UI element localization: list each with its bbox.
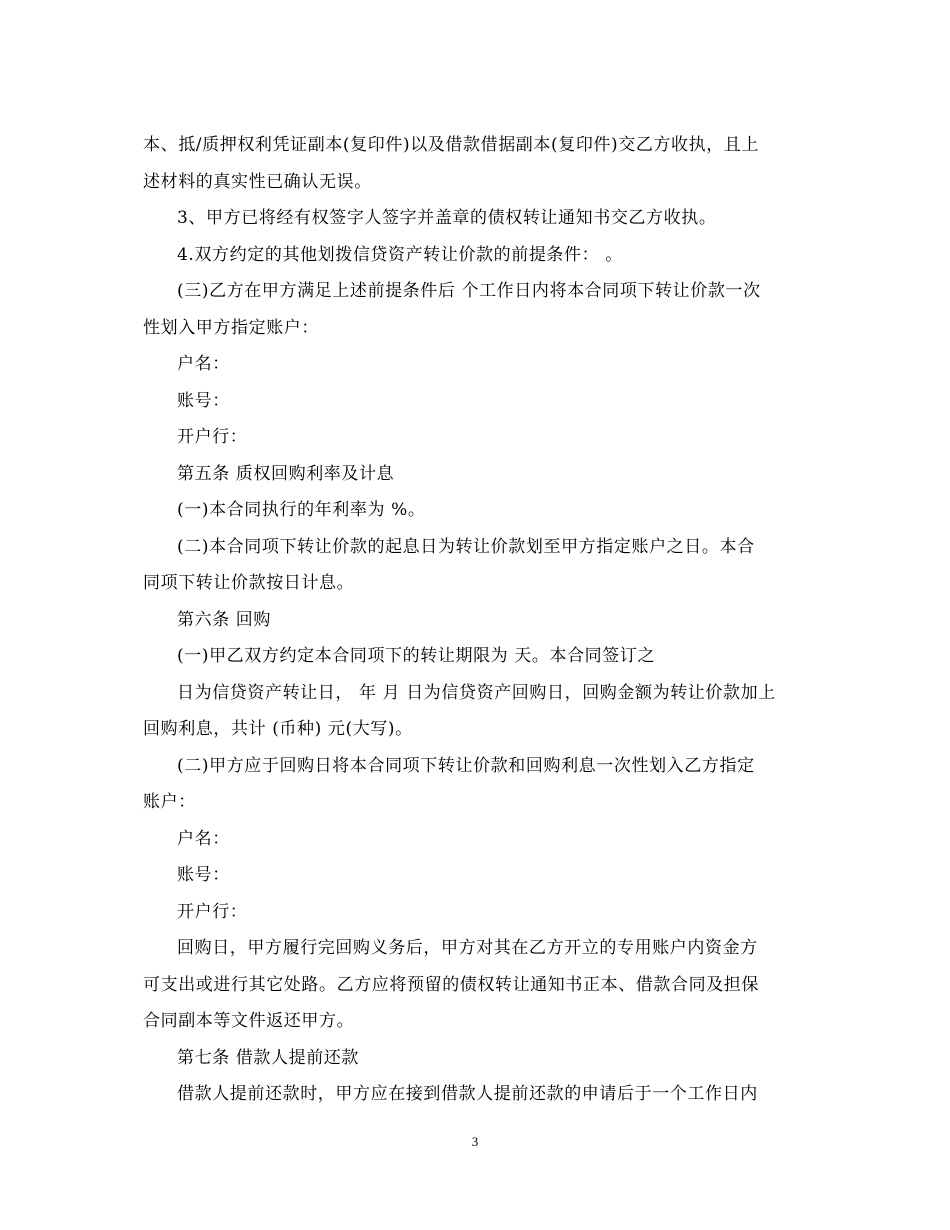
text-line: 账号： [177, 865, 230, 885]
text-line: 述材料的真实性已确认无误。 [143, 171, 372, 192]
text-line: 第七条 借款人提前还款 [177, 1047, 360, 1068]
text-line: (二)甲方应于回购日将本合同项下转让价款和回购利息一次性划入乙方指定 [177, 755, 755, 776]
text-line: 开户行： [177, 427, 248, 447]
text-line: 户名： [177, 354, 230, 374]
text-line: 回购利息，共计 (币种) 元(大写)。 [143, 719, 413, 739]
text-line: 日为信贷资产转让日， 年 月 日为信贷资产回购日，回购金额为转让价款加上 [177, 682, 776, 703]
text-line: 账号： [177, 390, 230, 411]
text-line: 回购日，甲方履行完回购义务后，甲方对其在乙方开立的专用账户内资金方 [177, 938, 758, 958]
text-line: 4.双方约定的其他划拨信贷资产转让价款的前提条件： 。 [177, 244, 623, 265]
text-line: 3、甲方已将经有权签字人签字并盖章的债权转让通知书交乙方收执。 [177, 208, 717, 228]
document-body [143, 127, 813, 1113]
text-line: 账户： [143, 792, 196, 812]
text-line: 开户行： [177, 901, 248, 922]
text-line: (二)本合同项下转让价款的起息日为转让价款划至甲方指定账户之日。本合 [177, 536, 755, 557]
text-line: (一)甲乙双方约定本合同项下的转让期限为 天。本合同签订之 [177, 646, 656, 666]
page-number: 3 [471, 1134, 479, 1149]
text-line: (三)乙方在甲方满足上述前提条件后 个工作日内将本合同项下转让价款一次 [177, 281, 761, 301]
text-line: (一)本合同执行的年利率为 %。 [177, 500, 426, 520]
text-line: 合同副本等文件返还甲方。 [143, 1011, 355, 1031]
text-line: 同项下转让价款按日计息。 [143, 573, 355, 593]
text-line: 本、抵/质押权利凭证副本(复印件)以及借款借据副本(复印件)交乙方收执，且上 [143, 135, 760, 155]
text-line: 可支出或进行其它处路。乙方应将预留的债权转让通知书正本、借款合同及担保 [143, 974, 759, 995]
text-line: 第六条 回购 [177, 609, 272, 630]
text-line: 户名： [177, 828, 230, 849]
text-line: 性划入甲方指定账户： [143, 317, 319, 338]
text-line: 第五条 质权回购利率及计息 [177, 463, 395, 484]
text-line: 借款人提前还款时，甲方应在接到借款人提前还款的申请后于一个工作日内 [177, 1084, 758, 1104]
